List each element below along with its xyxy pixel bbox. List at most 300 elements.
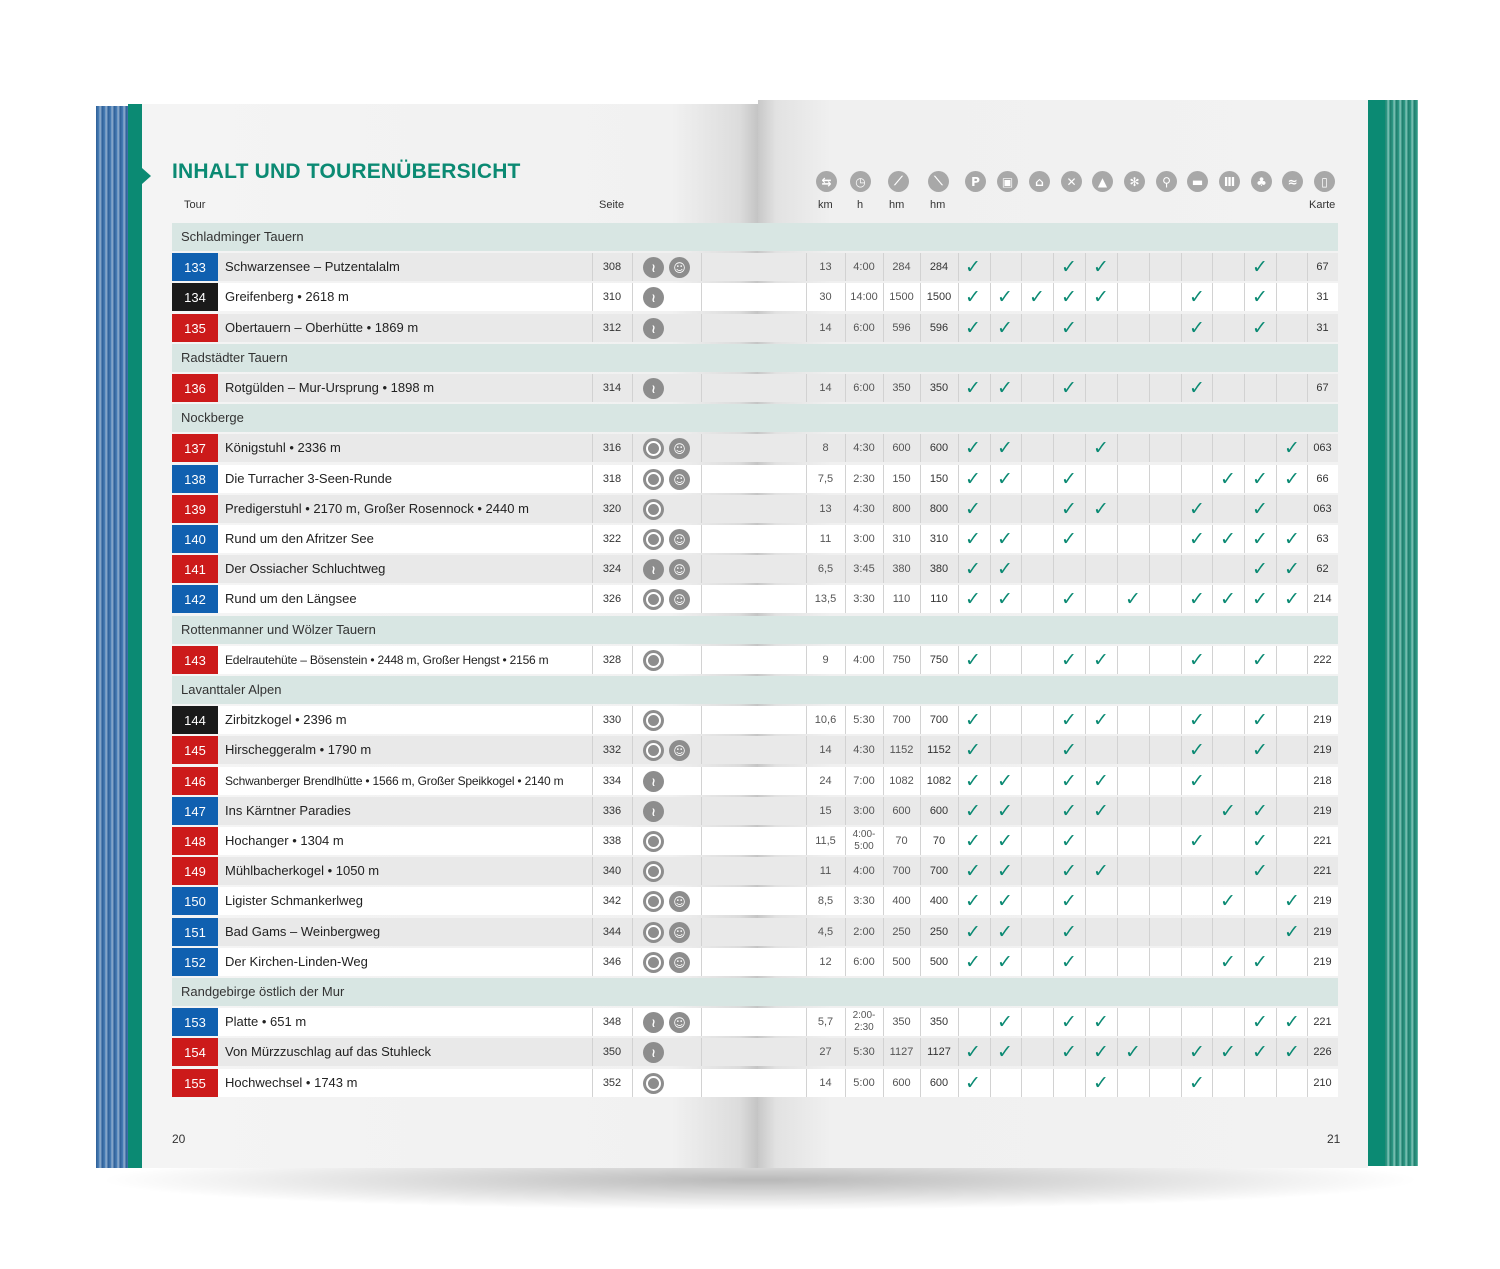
column-divider <box>1276 495 1277 523</box>
column-divider <box>632 253 633 281</box>
tour-number-badge[interactable]: 133 <box>172 253 218 281</box>
tour-name[interactable]: Rund um den Afritzer See <box>225 531 374 546</box>
column-divider <box>701 767 702 795</box>
column-divider <box>632 434 633 462</box>
checkmark-icon: ✓ <box>1284 528 1300 550</box>
column-divider <box>1276 555 1277 583</box>
checkmark-icon: ✓ <box>1252 830 1268 852</box>
tour-name[interactable]: Platte • 651 m <box>225 1014 307 1029</box>
duration-hours: 2:00 <box>853 926 875 938</box>
tour-number-badge[interactable]: 151 <box>172 918 218 946</box>
page-ref[interactable]: 314 <box>602 382 622 394</box>
column-divider <box>1053 948 1054 976</box>
page-ref[interactable]: 334 <box>602 775 622 787</box>
column-divider <box>701 706 702 734</box>
tour-name[interactable]: Hochanger • 1304 m <box>225 833 344 848</box>
column-divider <box>958 1069 959 1097</box>
tour-number-badge[interactable]: 147 <box>172 797 218 825</box>
column-divider <box>1149 797 1150 825</box>
column-divider <box>990 253 991 281</box>
descent-hm: 400 <box>929 895 949 907</box>
column-divider <box>1117 1069 1118 1097</box>
column-divider <box>1085 585 1086 613</box>
tour-number-badge[interactable]: 149 <box>172 857 218 885</box>
column-divider <box>1085 948 1086 976</box>
checkmark-icon: ✓ <box>1061 770 1077 792</box>
checkmark-icon: ✓ <box>1189 830 1205 852</box>
checkmark-icon: ✓ <box>1189 498 1205 520</box>
tour-number-badge[interactable]: 142 <box>172 585 218 613</box>
column-divider <box>1244 495 1245 523</box>
page-ref[interactable]: 352 <box>602 1077 622 1089</box>
column-divider <box>701 887 702 915</box>
page-ref[interactable]: 318 <box>602 473 622 485</box>
column-divider <box>1053 495 1054 523</box>
lodging-icon: ▬ <box>1187 171 1208 192</box>
tour-number-badge[interactable]: 137 <box>172 434 218 462</box>
tour-name[interactable]: Ins Kärntner Paradies <box>225 803 351 818</box>
tour-number-badge[interactable]: 134 <box>172 283 218 311</box>
column-divider <box>1276 465 1277 493</box>
column-divider <box>990 374 991 402</box>
page-ref[interactable]: 322 <box>602 533 622 545</box>
column-divider <box>1181 948 1182 976</box>
section-band-right <box>758 676 1338 704</box>
checkmark-icon: ✓ <box>1252 951 1268 973</box>
column-divider <box>958 827 959 855</box>
column-divider <box>1149 585 1150 613</box>
column-divider <box>990 797 991 825</box>
column-divider <box>632 706 633 734</box>
page-ref[interactable]: 326 <box>602 593 622 605</box>
checkmark-icon: ✓ <box>997 921 1013 943</box>
path-route-icon: ≀ <box>643 771 664 792</box>
family-friendly-icon: ☺ <box>669 438 690 459</box>
checkmark-icon: ✓ <box>997 558 1013 580</box>
tour-name[interactable]: Greifenberg • 2618 m <box>225 289 349 304</box>
tour-number-badge[interactable]: 154 <box>172 1038 218 1066</box>
column-divider <box>632 1038 633 1066</box>
column-divider <box>1181 1069 1182 1097</box>
tour-number-badge[interactable]: 141 <box>172 555 218 583</box>
column-divider <box>1117 857 1118 885</box>
page-ref[interactable]: 344 <box>602 926 622 938</box>
tour-name[interactable]: Der Kirchen-Linden-Weg <box>225 954 368 969</box>
column-divider <box>592 857 593 885</box>
tour-number-badge[interactable]: 140 <box>172 525 218 553</box>
column-divider <box>1276 827 1277 855</box>
tour-name[interactable]: Edelrautehüte – Bösenstein • 2448 m, Großer Hengst • 2156 m <box>225 653 549 667</box>
column-divider <box>1117 918 1118 946</box>
checkmark-icon: ✓ <box>1252 468 1268 490</box>
tour-name[interactable]: Die Turracher 3-Seen-Runde <box>225 471 392 486</box>
column-divider <box>1021 736 1022 764</box>
column-divider <box>1053 646 1054 674</box>
checkmark-icon: ✓ <box>965 558 981 580</box>
checkmark-icon: ✓ <box>1125 588 1141 610</box>
tour-name[interactable]: Hochwechsel • 1743 m <box>225 1075 358 1090</box>
column-divider <box>958 465 959 493</box>
column-divider <box>958 736 959 764</box>
column-divider <box>1244 374 1245 402</box>
column-divider <box>1181 283 1182 311</box>
column-divider <box>632 767 633 795</box>
column-divider <box>1117 283 1118 311</box>
column-divider <box>1149 706 1150 734</box>
path-route-icon: ≀ <box>643 318 664 339</box>
checkmark-icon: ✓ <box>997 770 1013 792</box>
page-ref[interactable]: 328 <box>602 654 622 666</box>
tour-name[interactable]: Hirscheggeralm • 1790 m <box>225 742 372 757</box>
ascent-hm: 350 <box>892 1016 911 1028</box>
tour-name[interactable]: Schwanberger Brendlhütte • 1566 m, Großer Speikkogel • 2140 m <box>225 774 564 788</box>
page-ref[interactable]: 340 <box>602 865 622 877</box>
column-divider <box>1117 706 1118 734</box>
column-divider <box>1244 736 1245 764</box>
tour-name[interactable]: Rotgülden – Mur-Ursprung • 1898 m <box>225 380 435 395</box>
column-divider <box>592 374 593 402</box>
column-divider <box>1053 374 1054 402</box>
column-divider <box>701 948 702 976</box>
distance-km: 10,6 <box>814 714 837 726</box>
column-divider <box>1212 948 1213 976</box>
column-divider <box>1149 314 1150 342</box>
loop-route-icon <box>643 1073 664 1094</box>
page-ref[interactable]: 346 <box>602 956 622 968</box>
column-divider <box>1149 1069 1150 1097</box>
section-label: Rottenmanner und Wölzer Tauern <box>181 622 376 637</box>
column-divider <box>1053 706 1054 734</box>
checkmark-icon: ✓ <box>965 951 981 973</box>
checkmark-icon: ✓ <box>1189 377 1205 399</box>
column-divider <box>1053 887 1054 915</box>
tour-number-badge[interactable]: 155 <box>172 1069 218 1097</box>
page-ref[interactable]: 312 <box>602 322 622 334</box>
column-divider <box>632 314 633 342</box>
tour-number-badge[interactable]: 145 <box>172 736 218 764</box>
column-divider <box>632 525 633 553</box>
column-divider <box>1117 948 1118 976</box>
checkmark-icon: ✓ <box>997 528 1013 550</box>
ring-glyph <box>646 532 661 547</box>
page-ref[interactable]: 336 <box>602 805 622 817</box>
checkmark-icon: ✓ <box>965 890 981 912</box>
tour-name[interactable]: Bad Gams – Weinbergweg <box>225 924 381 939</box>
museum-icon: Ⅲ <box>1219 171 1240 192</box>
column-divider <box>1117 434 1118 462</box>
column-divider <box>1053 1038 1054 1066</box>
column-divider <box>632 1008 633 1036</box>
distance-km: 27 <box>819 1046 832 1058</box>
column-divider <box>1212 283 1213 311</box>
column-divider <box>1181 706 1182 734</box>
column-divider <box>1212 706 1213 734</box>
column-divider <box>958 797 959 825</box>
tour-number-badge[interactable]: 153 <box>172 1008 218 1036</box>
map-number: 219 <box>1313 926 1332 938</box>
column-divider <box>958 525 959 553</box>
tour-name[interactable]: Von Mürzzuschlag auf das Stuhleck <box>225 1044 431 1059</box>
column-divider <box>1053 736 1054 764</box>
page-ref[interactable]: 342 <box>602 895 622 907</box>
column-divider <box>1276 767 1277 795</box>
column-divider <box>632 797 633 825</box>
checkmark-icon: ✓ <box>1189 770 1205 792</box>
header-ascent: hm <box>889 199 905 211</box>
column-divider <box>1212 767 1213 795</box>
column-divider <box>701 585 702 613</box>
nature-icon: ♣ <box>1251 171 1272 192</box>
column-divider <box>1149 887 1150 915</box>
family-friendly-icon: ☺ <box>669 257 690 278</box>
column-divider <box>1212 434 1213 462</box>
checkmark-icon: ✓ <box>965 649 981 671</box>
tour-name[interactable]: Obertauern – Oberhütte • 1869 m <box>225 320 419 335</box>
checkmark-icon: ✓ <box>1252 739 1268 761</box>
column-divider <box>958 767 959 795</box>
column-divider <box>1181 555 1182 583</box>
column-divider <box>1212 736 1213 764</box>
column-divider <box>592 706 593 734</box>
descent-hm: 380 <box>929 563 949 575</box>
column-divider <box>1021 827 1022 855</box>
column-divider <box>958 706 959 734</box>
column-divider <box>1244 585 1245 613</box>
column-divider <box>1149 555 1150 583</box>
page-ref[interactable]: 308 <box>602 261 622 273</box>
column-divider <box>1117 253 1118 281</box>
column-divider <box>1053 797 1054 825</box>
column-divider <box>1085 827 1086 855</box>
column-divider <box>1149 918 1150 946</box>
checkmark-icon: ✓ <box>1093 649 1109 671</box>
column-divider <box>592 736 593 764</box>
column-divider <box>990 736 991 764</box>
column-divider <box>632 495 633 523</box>
tour-number-badge[interactable]: 138 <box>172 465 218 493</box>
map-number: 67 <box>1316 382 1329 394</box>
checkmark-icon: ✓ <box>1093 770 1109 792</box>
page-ref[interactable]: 316 <box>602 442 622 454</box>
column-divider <box>632 283 633 311</box>
tour-number-badge[interactable]: 135 <box>172 314 218 342</box>
column-divider <box>1117 797 1118 825</box>
map-number: 31 <box>1316 322 1329 334</box>
column-divider <box>958 948 959 976</box>
tour-number-badge[interactable]: 152 <box>172 948 218 976</box>
column-divider <box>632 736 633 764</box>
column-divider <box>632 646 633 674</box>
column-divider <box>990 827 991 855</box>
column-divider <box>958 646 959 674</box>
section-label: Radstädter Tauern <box>181 350 288 365</box>
tour-number-badge[interactable]: 146 <box>172 767 218 795</box>
column-divider <box>1085 495 1086 523</box>
column-divider <box>1181 918 1182 946</box>
duration-hours: 4:00 <box>853 261 875 273</box>
column-divider <box>1276 797 1277 825</box>
page-ref[interactable]: 332 <box>602 744 622 756</box>
checkmark-icon: ✓ <box>1061 800 1077 822</box>
duration-hours: 3:30 <box>853 895 875 907</box>
column-divider <box>1149 646 1150 674</box>
column-divider <box>1212 253 1213 281</box>
checkmark-icon: ✓ <box>1093 256 1109 278</box>
checkmark-icon: ✓ <box>965 800 981 822</box>
tour-number-badge[interactable]: 143 <box>172 646 218 674</box>
column-divider <box>1276 706 1277 734</box>
checkmark-icon: ✓ <box>965 377 981 399</box>
checkmark-icon: ✓ <box>1252 860 1268 882</box>
checkmark-icon: ✓ <box>965 528 981 550</box>
column-divider <box>1021 857 1022 885</box>
tour-name[interactable]: Königstuhl • 2336 m <box>225 440 341 455</box>
family-friendly-icon: ☺ <box>669 922 690 943</box>
tour-number-badge[interactable]: 150 <box>172 887 218 915</box>
checkmark-icon: ✓ <box>997 890 1013 912</box>
column-divider <box>632 465 633 493</box>
loop-route-icon <box>643 438 664 459</box>
tour-number-badge[interactable]: 139 <box>172 495 218 523</box>
map-number: 219 <box>1313 805 1332 817</box>
column-divider <box>632 948 633 976</box>
descent-hm: 150 <box>929 473 949 485</box>
checkmark-icon: ✓ <box>965 860 981 882</box>
column-divider <box>990 857 991 885</box>
column-divider <box>1212 1008 1213 1036</box>
family-friendly-icon: ☺ <box>669 559 690 580</box>
page-ref[interactable]: 338 <box>602 835 622 847</box>
loop-route-icon <box>643 469 664 490</box>
column-divider <box>958 585 959 613</box>
tour-name[interactable]: Predigerstuhl • 2170 m, Großer Rosennock • 2440 m <box>225 501 529 516</box>
column-divider <box>1181 887 1182 915</box>
checkmark-icon: ✓ <box>1061 498 1077 520</box>
duration-hours: 5:30 <box>853 714 875 726</box>
column-divider <box>1244 857 1245 885</box>
tour-name[interactable]: Mühlbacherkogel • 1050 m <box>225 863 380 878</box>
checkmark-icon: ✓ <box>1284 1041 1300 1063</box>
column-divider <box>1149 525 1150 553</box>
column-divider <box>1212 465 1213 493</box>
column-divider <box>592 525 593 553</box>
column-divider <box>1085 314 1086 342</box>
column-divider <box>1149 283 1150 311</box>
column-divider <box>632 857 633 885</box>
column-divider <box>701 736 702 764</box>
duration-hours: 3:00 <box>853 805 875 817</box>
map-number: 219 <box>1313 714 1332 726</box>
map-number: 063 <box>1313 442 1332 454</box>
tour-name[interactable]: Ligister Schmankerlweg <box>225 893 364 908</box>
checkmark-icon: ✓ <box>1093 1041 1109 1063</box>
checkmark-icon: ✓ <box>997 377 1013 399</box>
page-ref[interactable]: 330 <box>602 714 622 726</box>
checkmark-icon: ✓ <box>997 951 1013 973</box>
checkmark-icon: ✓ <box>1220 1041 1236 1063</box>
column-divider <box>1117 887 1118 915</box>
ring-glyph <box>646 472 661 487</box>
descent-hm: 1500 <box>926 291 952 303</box>
column-divider <box>1021 283 1022 311</box>
ring-glyph <box>646 743 661 758</box>
column-divider <box>701 283 702 311</box>
tour-number-badge[interactable]: 144 <box>172 706 218 734</box>
duration-hours: 4:30 <box>853 503 875 515</box>
page-ref[interactable]: 320 <box>602 503 622 515</box>
distance-km: 6,5 <box>817 563 834 575</box>
column-divider <box>1244 555 1245 583</box>
column-divider <box>1276 918 1277 946</box>
checkmark-icon: ✓ <box>1189 1072 1205 1094</box>
loop-route-icon <box>643 922 664 943</box>
page-ref[interactable]: 310 <box>602 291 622 303</box>
column-divider <box>701 797 702 825</box>
column-divider <box>1244 918 1245 946</box>
page-ref[interactable]: 324 <box>602 563 622 575</box>
checkmark-icon: ✓ <box>1061 890 1077 912</box>
column-divider <box>1212 555 1213 583</box>
checkmark-icon: ✓ <box>1284 588 1300 610</box>
descent-hm: 1152 <box>927 744 951 756</box>
checkmark-icon: ✓ <box>1252 558 1268 580</box>
tour-number-badge[interactable]: 148 <box>172 827 218 855</box>
distance-km: 8 <box>822 442 829 454</box>
tour-name[interactable]: Zirbitzkogel • 2396 m <box>225 712 347 727</box>
path-route-icon: ≀ <box>643 1042 664 1063</box>
tour-name[interactable]: Der Ossiacher Schluchtweg <box>225 561 386 576</box>
page-ref[interactable]: 348 <box>602 1016 622 1028</box>
checkmark-icon: ✓ <box>1093 1011 1109 1033</box>
tour-number-badge[interactable]: 136 <box>172 374 218 402</box>
column-divider <box>1021 253 1022 281</box>
column-divider <box>1053 585 1054 613</box>
column-divider <box>1149 495 1150 523</box>
checkmark-icon: ✓ <box>965 1072 981 1094</box>
column-divider <box>1244 827 1245 855</box>
column-divider <box>701 314 702 342</box>
tour-name[interactable]: Rund um den Längsee <box>225 591 357 606</box>
checkmark-icon: ✓ <box>1220 800 1236 822</box>
checkmark-icon: ✓ <box>1284 558 1300 580</box>
path-route-icon: ≀ <box>643 378 664 399</box>
column-divider <box>1244 797 1245 825</box>
checkmark-icon: ✓ <box>1252 256 1268 278</box>
column-divider <box>1053 827 1054 855</box>
tour-name[interactable]: Schwarzensee – Putzentalalm <box>225 259 400 274</box>
header-km: km <box>818 199 833 211</box>
duration-hours: 4:00 <box>853 654 875 666</box>
page-ref[interactable]: 350 <box>602 1046 622 1058</box>
checkmark-icon: ✓ <box>1220 528 1236 550</box>
checkmark-icon: ✓ <box>1061 528 1077 550</box>
column-divider <box>1212 1069 1213 1097</box>
column-divider <box>701 525 702 553</box>
duration-hours: 4:30 <box>853 442 875 454</box>
header-hours: h <box>857 199 864 211</box>
column-divider <box>990 434 991 462</box>
column-divider <box>1085 555 1086 583</box>
column-divider <box>1181 1008 1182 1036</box>
column-divider <box>1117 767 1118 795</box>
family-friendly-icon: ☺ <box>669 740 690 761</box>
map-number: 063 <box>1313 503 1332 515</box>
ring-glyph <box>646 925 661 940</box>
checkmark-icon: ✓ <box>1061 317 1077 339</box>
column-divider <box>592 767 593 795</box>
checkmark-icon: ✓ <box>965 317 981 339</box>
ascent-hm: 700 <box>892 714 911 726</box>
